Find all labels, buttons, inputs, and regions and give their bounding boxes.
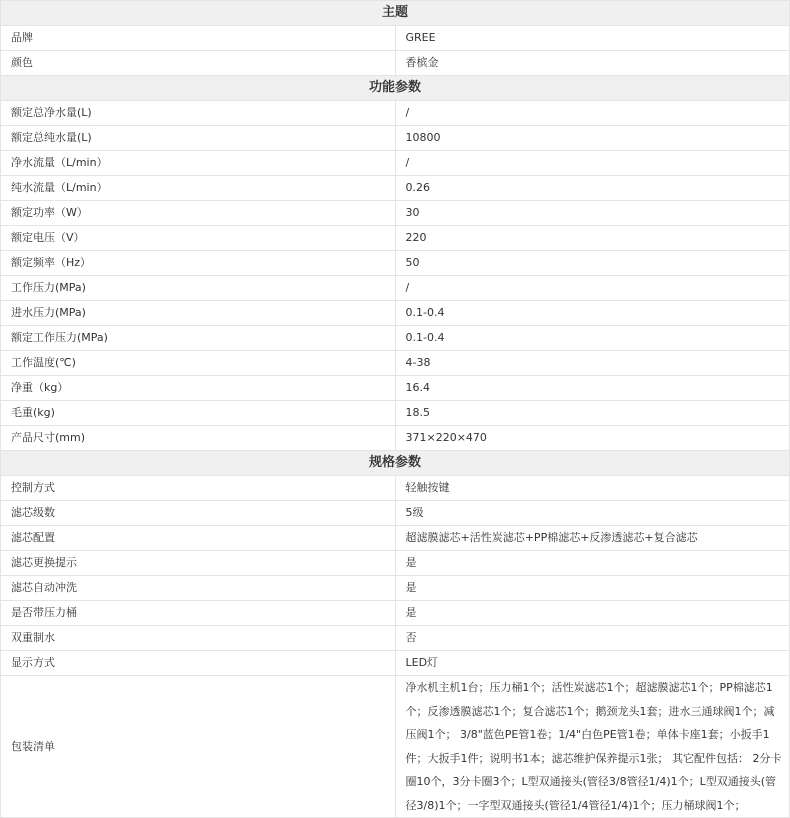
spec-table-body [1,1,790,818]
spec-label: 滤芯级数 [1,501,396,526]
spec-label: 毛重(kg) [1,401,396,426]
spec-label: 净重（kg） [1,376,396,401]
spec-row [1,251,790,276]
spec-row [1,276,790,301]
spec-row [1,176,790,201]
spec-value: 30 [395,201,790,226]
section-header-row [1,451,790,476]
spec-row [1,551,790,576]
spec-row [1,476,790,501]
spec-row [1,51,790,76]
spec-row [1,626,790,651]
spec-row [1,651,790,676]
spec-row [1,501,790,526]
section-title: 规格参数 [1,451,790,476]
spec-label: 工作温度(℃) [1,351,396,376]
spec-value: 10800 [395,126,790,151]
spec-label: 额定工作压力(MPa) [1,326,396,351]
spec-value: 否 [395,626,790,651]
spec-value: / [395,151,790,176]
spec-value: 4-38 [395,351,790,376]
spec-value: 是 [395,576,790,601]
spec-value: 220 [395,226,790,251]
spec-label: 进水压力(MPa) [1,301,396,326]
spec-value: 5级 [395,501,790,526]
spec-row [1,576,790,601]
spec-value: 18.5 [395,401,790,426]
spec-row [1,426,790,451]
spec-label: 净水流量（L/min） [1,151,396,176]
spec-label: 工作压力(MPa) [1,276,396,301]
spec-row [1,401,790,426]
spec-value: 是 [395,551,790,576]
spec-label: 滤芯配置 [1,526,396,551]
spec-row [1,126,790,151]
spec-value: GREE [395,26,790,51]
spec-label: 包装清单 [1,676,396,818]
spec-value: 超滤膜滤芯+活性炭滤芯+PP棉滤芯+反渗透滤芯+复合滤芯 [395,526,790,551]
section-header-row [1,76,790,101]
spec-value: 371×220×470 [395,426,790,451]
spec-row [1,151,790,176]
spec-label: 是否带压力桶 [1,601,396,626]
spec-label: 额定总净水量(L) [1,101,396,126]
spec-value: LED灯 [395,651,790,676]
spec-row [1,226,790,251]
section-title: 功能参数 [1,76,790,101]
spec-row [1,26,790,51]
spec-label: 额定总纯水量(L) [1,126,396,151]
spec-label: 额定频率（Hz） [1,251,396,276]
spec-label: 纯水流量（L/min） [1,176,396,201]
spec-row [1,201,790,226]
spec-value: / [395,101,790,126]
spec-label: 双重制水 [1,626,396,651]
spec-row [1,526,790,551]
spec-label: 额定电压（V） [1,226,396,251]
spec-value: / [395,276,790,301]
spec-label: 显示方式 [1,651,396,676]
spec-value: 0.1-0.4 [395,326,790,351]
spec-label: 控制方式 [1,476,396,501]
spec-label: 品牌 [1,26,396,51]
spec-row [1,351,790,376]
spec-label: 额定功率（W） [1,201,396,226]
spec-value: 50 [395,251,790,276]
section-title: 主题 [1,1,790,26]
section-header-row [1,1,790,26]
spec-value: 是 [395,601,790,626]
spec-label: 滤芯更换提示 [1,551,396,576]
spec-value: 香槟金 [395,51,790,76]
spec-row [1,676,790,818]
spec-value: 净水机主机1台；压力桶1个；活性炭滤芯1个；超滤膜滤芯1个；PP棉滤芯1个；反渗透膜滤芯1个；复合滤芯1个；鹅颈龙头1套；进水三通球阀1个；减压阀1个； 3/8"蓝色PE管1卷；1/4"白色PE管1卷；单体卡座1套；小扳手1件；大扳手1件；说明书1本；滤芯维护保养提示1张； 其它配件包括： 2分卡圈10个，3分卡圈3个；L型双通接头(管径3/8管径1/4)1个；L型双通接头(管径3/8)1个；一字型双通接头(管径1/4管径1/4)1个；压力桶球阀1个； [395,676,790,818]
spec-row [1,101,790,126]
spec-label: 产品尺寸(mm) [1,426,396,451]
spec-row [1,601,790,626]
spec-row [1,301,790,326]
spec-row [1,326,790,351]
spec-label: 滤芯自动冲洗 [1,576,396,601]
spec-label: 颜色 [1,51,396,76]
spec-value: 0.1-0.4 [395,301,790,326]
spec-row [1,376,790,401]
spec-value: 轻触按键 [395,476,790,501]
spec-value: 0.26 [395,176,790,201]
spec-value: 16.4 [395,376,790,401]
